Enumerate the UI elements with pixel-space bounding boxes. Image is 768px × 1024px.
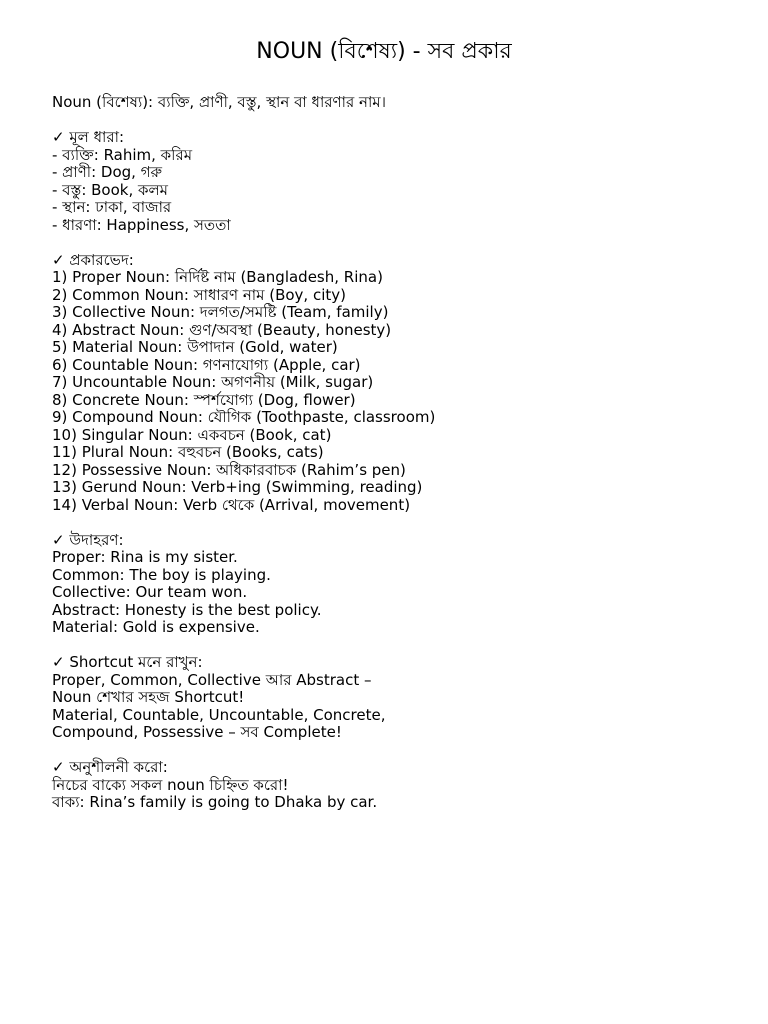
shortcut-item: Compound, Possessive – সব Complete! <box>52 723 342 741</box>
type-item: 1) Proper Noun: নির্দিষ্ট নাম (Bangladesh, Rina) <box>52 268 383 286</box>
spacer <box>52 742 752 760</box>
type-item: 3) Collective Noun: দলগত/সমষ্টি (Team, family) <box>52 303 389 321</box>
basic-item: - প্রাণী: Dog, গরু <box>52 163 163 181</box>
type-item: 12) Possessive Noun: অধিকারবাচক (Rahim’s pen) <box>52 460 406 479</box>
example-item: Common: The boy is playing. <box>52 565 271 584</box>
spacer <box>52 234 752 252</box>
examples-section <box>52 532 752 637</box>
practice-item: বাক্য: Rina’s family is going to Dhaka by car. <box>52 793 378 811</box>
types-section <box>52 252 752 515</box>
shortcut-item: Proper, Common, Collective আর Abstract – <box>52 670 372 689</box>
type-item: 10) Singular Noun: একবচন (Book, cat) <box>52 425 332 444</box>
example-item: Proper: Rina is my sister. <box>52 548 238 566</box>
basic-heading: ✓ মূল ধারা: <box>52 128 125 146</box>
shortcut-section <box>52 654 752 742</box>
basic-item: - বস্তু: Book, কলম <box>52 180 169 199</box>
shortcut-item: Noun শেখার সহজ Shortcut! <box>52 688 245 706</box>
basic-item: - ধারণা: Happiness, সততা <box>52 215 231 234</box>
example-item: Collective: Our team won. <box>52 583 248 601</box>
type-item: 9) Compound Noun: যৌগিক (Toothpaste, classroom) <box>52 408 436 426</box>
shortcut-item: Material, Countable, Uncountable, Concrete, <box>52 705 386 724</box>
basic-item: - ব্যক্তি: Rahim, করিম <box>52 145 193 164</box>
page-title: NOUN (বিশেষ্য) - সব প্রকার <box>256 39 512 64</box>
type-item: 4) Abstract Noun: গুণ/অবস্থা (Beauty, honesty) <box>52 320 392 339</box>
type-item: 2) Common Noun: সাধারণ নাম (Boy, city) <box>52 285 346 304</box>
practice-section <box>52 759 752 812</box>
type-item: 6) Countable Noun: গণনাযোগ্য (Apple, car) <box>52 355 361 374</box>
type-item: 8) Concrete Noun: স্পর্শযোগ্য (Dog, flower) <box>52 390 356 409</box>
basic-item: - স্থান: ঢাকা, বাজার <box>52 198 172 216</box>
noun-definition: Noun (বিশেষ্য): ব্যক্তি, প্রাণী, বস্তু, স্থান বা ধারণার নাম। <box>52 93 386 111</box>
basic-section <box>52 129 752 234</box>
example-item: Abstract: Honesty is the best policy. <box>52 600 322 619</box>
practice-heading: ✓ অনুশীলনী করো: <box>52 758 168 776</box>
type-item: 5) Material Noun: উপাদান (Gold, water) <box>52 338 338 356</box>
type-item: 7) Uncountable Noun: অগণনীয় (Milk, sugar) <box>52 373 374 391</box>
spacer <box>52 637 752 655</box>
type-item: 11) Plural Noun: বহুবচন (Books, cats) <box>52 443 324 461</box>
shortcut-heading: ✓ Shortcut মনে রাখুন: <box>52 653 203 671</box>
practice-item: নিচের বাক্যে সকল noun চিহ্নিত করো! <box>52 775 289 794</box>
type-item: 13) Gerund Noun: Verb+ing (Swimming, reading) <box>52 478 423 496</box>
type-item: 14) Verbal Noun: Verb থেকে (Arrival, movement) <box>52 495 411 514</box>
spacer <box>52 514 752 532</box>
types-heading: ✓ প্রকারভেদ: <box>52 250 134 269</box>
examples-heading: ✓ উদাহরণ: <box>52 530 124 549</box>
example-item: Material: Gold is expensive. <box>52 618 260 636</box>
spacer <box>52 112 752 130</box>
document-body <box>52 94 752 812</box>
